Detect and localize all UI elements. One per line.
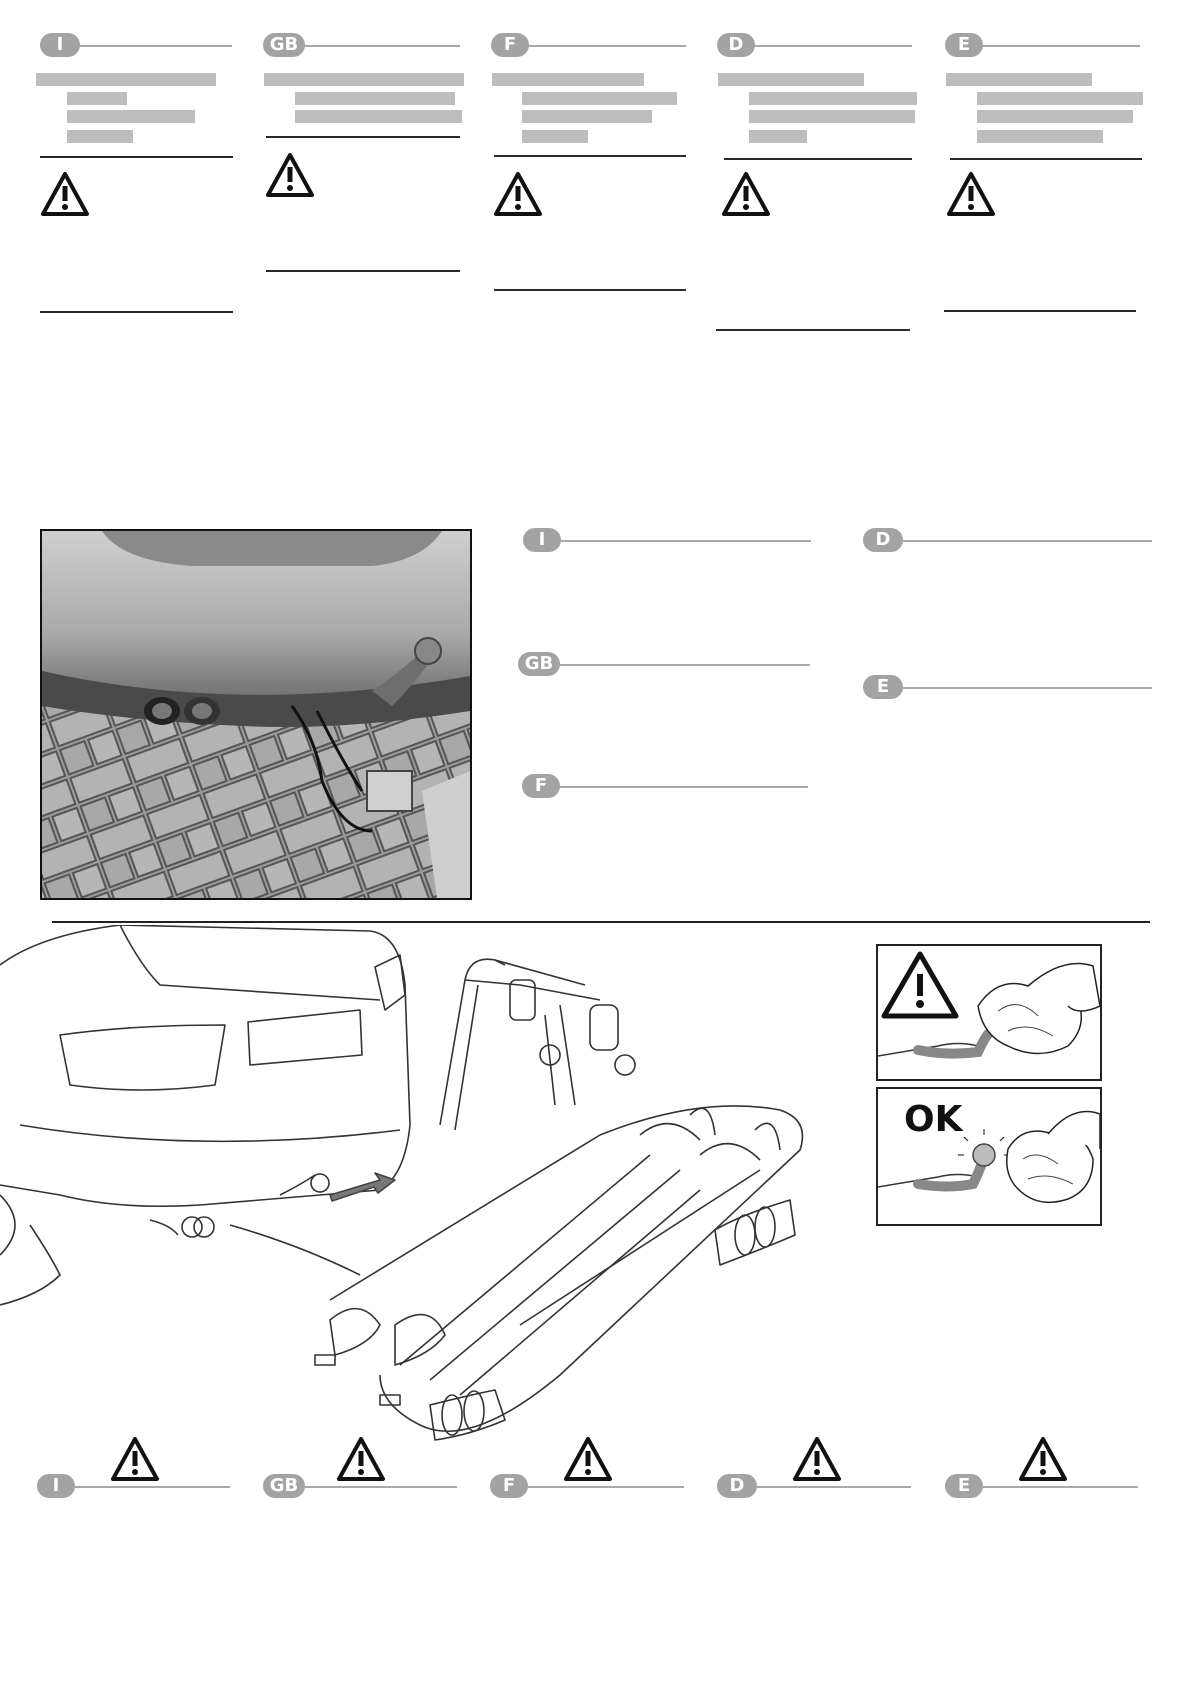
section-rule: [494, 155, 686, 157]
language-badge-f: F: [490, 1474, 528, 1498]
language-badge-i: I: [37, 1474, 75, 1498]
section-rule: [494, 289, 686, 291]
section-rule: [40, 156, 233, 158]
tow-ball-photo: [40, 529, 472, 900]
badge-line: [80, 45, 232, 47]
text-line: [36, 73, 216, 86]
section-rule: [266, 270, 460, 272]
text-line: [67, 110, 195, 123]
language-badge-e: E: [945, 1474, 983, 1498]
bike-carrier-illustration: [0, 925, 850, 1470]
language-badge-d: D: [863, 528, 903, 552]
language-badge-gb: GB: [263, 1474, 305, 1498]
warning-triangle-icon: [1018, 1436, 1068, 1482]
text-line: [492, 73, 644, 86]
section-rule: [266, 136, 460, 138]
badge-line: [529, 45, 686, 47]
text-line: [718, 73, 864, 86]
language-badge-d: D: [717, 33, 755, 57]
text-line: [295, 92, 455, 105]
warning-triangle-icon: [563, 1436, 613, 1482]
section-rule: [716, 329, 910, 331]
badge-line: [561, 540, 811, 542]
text-line: [295, 110, 462, 123]
cleaning-warning-panel: [876, 944, 1102, 1081]
text-line: [522, 130, 588, 143]
badge-line: [75, 1486, 230, 1488]
warning-triangle-icon: [336, 1436, 386, 1482]
section-rule: [724, 158, 912, 160]
warning-triangle-icon: [946, 171, 996, 217]
badge-line: [903, 540, 1152, 542]
text-line: [946, 73, 1092, 86]
tow-ball-photo-drawing: [42, 531, 470, 898]
badge-line: [560, 664, 810, 666]
warning-triangle-icon: [110, 1436, 160, 1482]
clean-towball-drawing: [878, 1089, 1100, 1224]
warning-triangle-icon: [40, 171, 90, 217]
warning-triangle-icon: [792, 1436, 842, 1482]
badge-line: [983, 45, 1140, 47]
text-line: [749, 130, 807, 143]
badge-line: [755, 45, 912, 47]
language-badge-e: E: [863, 675, 903, 699]
language-badge-f: F: [491, 33, 529, 57]
section-divider: [52, 921, 1150, 923]
text-line: [749, 110, 915, 123]
text-line: [522, 110, 652, 123]
badge-line: [560, 786, 808, 788]
section-rule: [40, 311, 233, 313]
warning-triangle-icon: [493, 171, 543, 217]
text-line: [264, 73, 464, 86]
text-line: [67, 130, 133, 143]
language-badge-f: F: [522, 774, 560, 798]
text-line: [522, 92, 677, 105]
language-badge-i: I: [40, 33, 80, 57]
language-badge-gb: GB: [263, 33, 305, 57]
badge-line: [528, 1486, 684, 1488]
section-rule: [944, 310, 1136, 312]
warning-triangle-icon: [265, 152, 315, 198]
badge-line: [757, 1486, 911, 1488]
text-line: [977, 92, 1143, 105]
language-badge-e: E: [945, 33, 983, 57]
badge-line: [903, 687, 1152, 689]
text-line: [749, 92, 917, 105]
language-badge-i: I: [523, 528, 561, 552]
text-line: [977, 130, 1103, 143]
text-line: [67, 92, 127, 105]
badge-line: [305, 1486, 457, 1488]
language-badge-gb: GB: [518, 652, 560, 676]
text-line: [977, 110, 1133, 123]
dirty-towball-drawing: [878, 946, 1100, 1079]
badge-line: [983, 1486, 1138, 1488]
badge-line: [305, 45, 460, 47]
cleaning-ok-panel: [876, 1087, 1102, 1226]
section-rule: [950, 158, 1142, 160]
ok-label: OK: [904, 1099, 963, 1140]
warning-triangle-icon: [721, 171, 771, 217]
language-badge-d: D: [717, 1474, 757, 1498]
